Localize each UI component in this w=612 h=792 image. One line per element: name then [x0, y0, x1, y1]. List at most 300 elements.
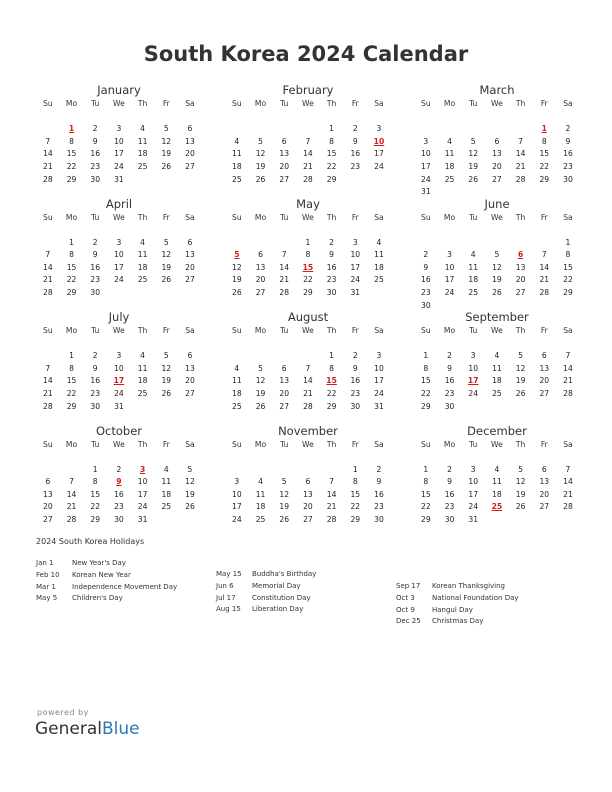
weekday-header: Tu [469, 212, 478, 222]
holiday-date: Mar 1 [36, 582, 56, 591]
day-cell: 9 [447, 477, 452, 487]
holiday-row [36, 593, 216, 605]
day-cell: 2 [92, 124, 98, 134]
empty-cell [225, 237, 249, 250]
day-cell: 22 [90, 502, 101, 512]
day-cell: 24 [114, 275, 124, 285]
holiday-name: Constitution Day [252, 593, 311, 602]
day-cell: 30 [90, 401, 101, 411]
day-cell: 12 [468, 149, 479, 159]
weekday-header: We [302, 212, 314, 222]
day-cell: 22 [421, 388, 431, 398]
day-cell: 30 [90, 174, 101, 184]
day-cell: 30 [421, 300, 431, 310]
month-august [225, 309, 391, 423]
day-cell: 30 [350, 401, 361, 411]
month-grid [225, 325, 391, 413]
day-cell: 21 [515, 161, 526, 171]
empty-cell [272, 237, 296, 250]
month-may [225, 196, 391, 310]
empty-cell [296, 123, 320, 136]
day-cell: 29 [326, 401, 337, 411]
day-cell: 6 [45, 477, 51, 487]
day-cell: 24 [374, 388, 384, 398]
weekday-header: Th [326, 326, 337, 335]
day-cell: 3 [116, 124, 122, 134]
day-cell: 17 [114, 262, 124, 272]
day-cell: 17 [137, 489, 148, 499]
weekday-header: Th [515, 326, 526, 335]
day-cell: 30 [444, 515, 455, 525]
day-cell: 10 [421, 149, 431, 159]
weekday-header: Sa [185, 326, 195, 335]
holiday-day-cell: 3 [139, 464, 146, 474]
weekday-header: We [302, 99, 314, 108]
day-cell: 16 [114, 489, 124, 499]
weekday-header: Mo [65, 99, 78, 108]
day-cell: 16 [350, 149, 361, 159]
day-cell: 1 [423, 464, 429, 474]
day-cell: 2 [376, 464, 382, 474]
day-cell: 8 [352, 477, 358, 487]
day-cell: 18 [374, 262, 384, 272]
day-cell: 12 [279, 489, 290, 499]
weekday-header: We [302, 326, 314, 335]
day-cell: 29 [303, 288, 313, 298]
month-november [225, 423, 391, 537]
day-cell: 20 [539, 489, 550, 499]
day-cell: 26 [468, 174, 479, 184]
day-cell: 26 [185, 502, 195, 512]
day-cell: 18 [137, 262, 148, 272]
day-cell: 27 [539, 388, 550, 398]
day-cell: 21 [43, 388, 53, 398]
day-cell: 9 [92, 250, 98, 260]
weekday-header: Sa [374, 99, 384, 108]
day-cell: 31 [114, 401, 124, 411]
day-cell: 26 [492, 288, 502, 298]
empty-cell [532, 237, 556, 250]
day-cell: 26 [161, 388, 172, 398]
day-cell: 2 [116, 464, 122, 474]
weekday-header: Tu [469, 439, 478, 449]
holiday-day-cell: 9 [116, 477, 122, 487]
logo-general-text: General [35, 719, 102, 739]
day-cell: 9 [329, 250, 335, 260]
day-cell: 13 [279, 376, 290, 386]
day-cell: 9 [92, 363, 98, 373]
day-cell: 3 [116, 351, 122, 361]
weekday-header: Mo [65, 439, 78, 449]
day-cell: 27 [303, 515, 313, 525]
day-cell: 12 [515, 363, 526, 373]
day-cell: 29 [66, 174, 77, 184]
day-cell: 25 [468, 288, 479, 298]
day-cell: 25 [137, 275, 148, 285]
weekday-header: We [491, 439, 503, 449]
month-name: June [484, 196, 510, 211]
weekday-header: Sa [185, 99, 195, 108]
day-cell: 23 [444, 388, 455, 398]
generalblue-logo[interactable] [35, 719, 140, 739]
day-cell: 6 [541, 464, 547, 474]
day-cell: 11 [374, 250, 384, 260]
day-cell: 23 [350, 388, 361, 398]
day-cell: 15 [326, 149, 337, 159]
weekday-header: We [113, 326, 125, 335]
day-cell: 6 [187, 351, 193, 361]
day-cell: 21 [563, 489, 573, 499]
holiday-row [216, 569, 396, 581]
weekday-header: Mo [443, 439, 456, 449]
month-grid [414, 439, 580, 527]
weekday-header: Mo [254, 99, 267, 108]
month-name: November [278, 423, 338, 438]
weekday-header: Sa [374, 212, 384, 222]
day-cell: 28 [43, 401, 53, 411]
day-cell: 28 [326, 515, 337, 525]
day-cell: 1 [329, 351, 335, 361]
holiday-date: Jun 6 [216, 581, 234, 590]
day-cell: 9 [447, 363, 452, 373]
day-cell: 19 [279, 502, 290, 512]
day-cell: 6 [305, 477, 311, 487]
day-cell: 21 [43, 275, 53, 285]
day-cell: 2 [423, 250, 429, 260]
day-cell: 9 [352, 363, 358, 373]
day-cell: 10 [468, 477, 479, 487]
empty-cell [249, 464, 273, 477]
day-cell: 8 [329, 136, 335, 146]
day-cell: 19 [232, 275, 242, 285]
month-name: October [95, 423, 143, 438]
weekday-header: We [113, 99, 125, 108]
day-cell: 12 [492, 262, 502, 272]
weekday-header: Tu [469, 326, 478, 335]
day-cell: 27 [185, 275, 195, 285]
weekday-header: Fr [162, 212, 170, 222]
day-cell: 2 [329, 237, 335, 247]
day-cell: 9 [352, 136, 358, 146]
day-cell: 30 [90, 288, 101, 298]
day-cell: 1 [92, 464, 98, 474]
day-cell: 29 [563, 288, 573, 298]
holiday-name: Buddha's Birthday [252, 570, 317, 578]
day-cell: 30 [563, 174, 573, 184]
day-cell: 14 [539, 262, 550, 272]
weekday-header: Mo [254, 212, 267, 222]
holiday-day-cell: 25 [491, 502, 503, 512]
day-cell: 20 [185, 262, 195, 272]
holiday-day-cell: 15 [302, 262, 314, 272]
day-cell: 29 [326, 174, 337, 184]
holiday-date: May 15 [216, 570, 242, 578]
weekday-header: Th [326, 212, 337, 222]
day-cell: 30 [374, 515, 384, 525]
day-cell: 30 [326, 288, 337, 298]
weekday-header: Tu [280, 326, 289, 335]
day-cell: 24 [444, 288, 455, 298]
weekday-header: Fr [540, 439, 548, 449]
weekday-header: Th [515, 212, 526, 222]
day-cell: 3 [352, 237, 358, 247]
holiday-day-cell: 1 [68, 124, 75, 134]
day-cell: 5 [163, 237, 169, 247]
day-cell: 7 [69, 477, 74, 487]
day-cell: 9 [423, 262, 429, 272]
day-cell: 10 [114, 250, 124, 260]
day-cell: 4 [447, 136, 452, 146]
day-cell: 25 [374, 275, 384, 285]
day-cell: 13 [539, 477, 550, 487]
weekday-header: Su [43, 439, 53, 449]
day-cell: 23 [444, 502, 455, 512]
day-cell: 15 [90, 489, 101, 499]
month-name: December [467, 423, 527, 438]
holiday-day-cell: 10 [373, 136, 385, 146]
day-cell: 25 [137, 388, 148, 398]
empty-cell [485, 237, 509, 250]
day-cell: 7 [541, 250, 547, 260]
day-cell: 25 [255, 515, 266, 525]
day-cell: 19 [515, 489, 526, 499]
weekday-header: Su [43, 326, 53, 335]
day-cell: 19 [161, 262, 172, 272]
holiday-row [36, 558, 216, 570]
month-name: April [105, 196, 133, 211]
weekday-header: Sa [563, 326, 573, 335]
day-cell: 11 [232, 149, 242, 159]
page-title: South Korea 2024 Calendar [143, 42, 469, 66]
day-cell: 29 [421, 401, 431, 411]
holiday-date: Jul 17 [216, 593, 236, 602]
weekday-header: Th [515, 439, 526, 449]
day-cell: 14 [563, 477, 573, 487]
day-cell: 11 [255, 489, 266, 499]
weekday-header: Th [515, 99, 526, 108]
day-cell: 2 [352, 351, 358, 361]
day-cell: 17 [350, 262, 361, 272]
day-cell: 26 [232, 288, 242, 298]
day-cell: 8 [69, 250, 74, 260]
day-cell: 17 [374, 376, 384, 386]
day-cell: 24 [421, 174, 431, 184]
day-cell: 3 [447, 250, 452, 260]
day-cell: 4 [140, 124, 146, 134]
day-cell: 28 [563, 502, 573, 512]
day-cell: 7 [45, 363, 51, 373]
holiday-day-cell: 15 [326, 376, 337, 386]
empty-cell [272, 464, 296, 477]
day-cell: 8 [92, 477, 98, 487]
day-cell: 20 [255, 275, 266, 285]
day-cell: 27 [279, 401, 290, 411]
day-cell: 6 [494, 136, 500, 146]
day-cell: 3 [376, 351, 382, 361]
day-cell: 4 [234, 136, 240, 146]
day-cell: 19 [185, 489, 195, 499]
day-cell: 23 [114, 502, 124, 512]
day-cell: 27 [185, 388, 195, 398]
day-cell: 8 [69, 136, 74, 146]
day-cell: 3 [470, 464, 476, 474]
month-grid [225, 212, 391, 300]
day-cell: 14 [563, 363, 573, 373]
holiday-date: Oct 9 [396, 605, 415, 614]
holiday-column [396, 581, 576, 628]
day-cell: 6 [258, 250, 263, 260]
day-cell: 19 [161, 149, 172, 159]
day-cell: 23 [90, 388, 101, 398]
day-cell: 3 [423, 136, 429, 146]
holiday-date: Dec 25 [396, 617, 421, 626]
weekday-header: Sa [374, 439, 384, 449]
day-cell: 7 [305, 136, 311, 146]
month-name: August [287, 310, 329, 324]
holiday-day-cell: 17 [113, 376, 125, 386]
day-cell: 13 [303, 489, 313, 499]
day-cell: 18 [492, 489, 502, 499]
day-cell: 21 [303, 388, 313, 398]
weekday-header: We [113, 439, 125, 449]
weekday-header: Th [326, 99, 337, 108]
day-cell: 20 [279, 161, 290, 171]
empty-cell [296, 464, 320, 477]
day-cell: 26 [515, 388, 526, 398]
day-cell: 22 [563, 275, 573, 285]
day-cell: 16 [90, 262, 101, 272]
day-cell: 14 [303, 149, 313, 159]
day-cell: 18 [492, 376, 502, 386]
day-cell: 12 [161, 250, 172, 260]
day-cell: 11 [468, 262, 479, 272]
holiday-day-cell: 1 [541, 124, 547, 134]
holiday-name: Korean Thanksgiving [432, 582, 506, 590]
holiday-name: New Year's Day [72, 559, 126, 567]
weekday-header: Tu [91, 439, 100, 449]
day-cell: 19 [255, 161, 266, 171]
day-cell: 23 [326, 275, 337, 285]
month-name: July [108, 310, 130, 324]
day-cell: 4 [140, 237, 146, 247]
month-name: September [465, 310, 529, 324]
calendar-months [36, 82, 586, 536]
weekday-header: Su [421, 439, 431, 449]
day-cell: 26 [279, 515, 290, 525]
day-cell: 31 [374, 401, 384, 411]
day-cell: 31 [468, 515, 479, 525]
day-cell: 2 [92, 237, 98, 247]
month-december [414, 423, 580, 537]
day-cell: 15 [421, 376, 431, 386]
day-cell: 25 [161, 502, 172, 512]
day-cell: 7 [281, 250, 287, 260]
day-cell: 1 [565, 237, 571, 247]
day-cell: 3 [234, 477, 240, 487]
day-cell: 17 [444, 275, 455, 285]
empty-cell [36, 464, 60, 477]
empty-cell [249, 237, 273, 250]
day-cell: 24 [114, 161, 124, 171]
day-cell: 4 [140, 351, 146, 361]
day-cell: 15 [421, 489, 431, 499]
day-cell: 12 [161, 136, 172, 146]
day-cell: 1 [305, 237, 311, 247]
day-cell: 21 [326, 502, 337, 512]
day-cell: 1 [352, 464, 358, 474]
day-cell: 27 [539, 502, 550, 512]
weekday-header: Mo [443, 212, 456, 222]
weekday-header: Th [326, 439, 337, 449]
day-cell: 14 [66, 489, 77, 499]
day-cell: 11 [137, 136, 148, 146]
holiday-name: Liberation Day [252, 605, 304, 614]
weekday-header: Su [43, 212, 53, 222]
month-april [36, 196, 202, 310]
holiday-day-cell: 17 [467, 376, 479, 386]
weekday-header: Su [232, 326, 242, 335]
day-cell: 13 [185, 250, 195, 260]
holiday-column [216, 569, 396, 616]
day-cell: 20 [43, 502, 53, 512]
day-cell: 31 [114, 174, 124, 184]
weekday-header: Tu [280, 439, 289, 449]
day-cell: 22 [539, 161, 550, 171]
day-cell: 11 [492, 363, 502, 373]
empty-cell [320, 464, 344, 477]
weekday-header: Su [232, 439, 242, 449]
day-cell: 5 [187, 464, 193, 474]
day-cell: 28 [279, 288, 290, 298]
day-cell: 31 [350, 288, 361, 298]
day-cell: 14 [43, 149, 53, 159]
day-cell: 27 [255, 288, 266, 298]
weekday-header: Tu [280, 99, 289, 108]
month-grid [225, 439, 391, 527]
day-cell: 3 [116, 237, 122, 247]
day-cell: 5 [163, 351, 169, 361]
weekday-header: Su [421, 212, 431, 222]
holiday-name: Children's Day [72, 594, 123, 603]
day-cell: 26 [161, 161, 172, 171]
month-grid [36, 439, 202, 527]
day-cell: 26 [255, 174, 266, 184]
day-cell: 6 [281, 363, 287, 373]
day-cell: 21 [563, 376, 573, 386]
day-cell: 16 [90, 376, 101, 386]
day-cell: 16 [90, 149, 101, 159]
day-cell: 9 [92, 136, 98, 146]
empty-cell [36, 123, 60, 136]
holiday-row [216, 604, 396, 616]
day-cell: 6 [541, 351, 547, 361]
day-cell: 23 [350, 161, 361, 171]
holiday-day-cell: 6 [517, 250, 524, 260]
day-cell: 17 [421, 161, 431, 171]
day-cell: 3 [470, 351, 476, 361]
day-cell: 20 [539, 376, 550, 386]
empty-cell [485, 123, 509, 136]
day-cell: 7 [565, 464, 571, 474]
day-cell: 10 [137, 477, 148, 487]
day-cell: 12 [255, 376, 266, 386]
weekday-header: Mo [65, 326, 78, 335]
day-cell: 23 [374, 502, 384, 512]
day-cell: 13 [279, 149, 290, 159]
day-cell: 3 [376, 124, 382, 134]
weekday-header: Sa [563, 99, 573, 108]
day-cell: 8 [423, 363, 429, 373]
